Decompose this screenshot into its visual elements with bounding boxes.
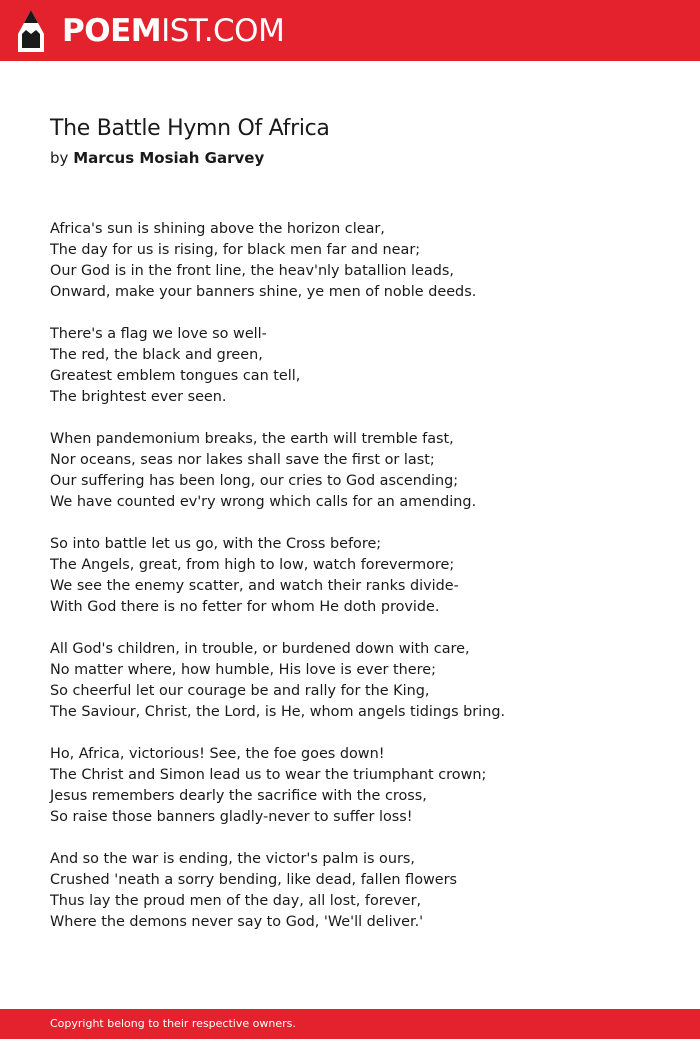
poem-line: Ho, Africa, victorious! See, the foe goes down!: [50, 746, 385, 762]
poem-line: The Christ and Simon lead us to wear the triumphant crown;: [50, 767, 487, 783]
poem-author[interactable]: Marcus Mosiah Garvey: [73, 149, 265, 167]
logo-light-text: IST.COM: [161, 13, 285, 49]
poem-line: All God's children, in trouble, or burdened down with care,: [50, 641, 470, 657]
poem-line: Nor oceans, seas nor lakes shall save the first or last;: [50, 452, 435, 468]
poem-body: [50, 219, 670, 954]
poem-line: The brightest ever seen.: [50, 389, 227, 405]
poem-stanza: [50, 849, 670, 933]
poem-line: No matter where, how humble, His love is ever there;: [50, 662, 436, 678]
poem-line: The Saviour, Christ, the Lord, is He, whom angels tidings bring.: [50, 704, 506, 720]
poem-stanza: [50, 639, 670, 723]
logo-bold-text: POEM: [62, 13, 162, 49]
poem-line: Africa's sun is shining above the horizon clear,: [50, 221, 385, 237]
poem-line: So cheerful let our courage be and rally for the King,: [50, 683, 430, 699]
poem-line: We have counted ev'ry wrong which calls for an amending.: [50, 494, 477, 510]
poem-line: Crushed 'neath a sorry bending, like dead, fallen flowers: [50, 872, 458, 888]
site-header: [0, 0, 700, 61]
logo-wordmark: [62, 9, 284, 53]
poem-line: So into battle let us go, with the Cross before;: [50, 536, 382, 552]
poem-line: The Angels, great, from high to low, watch forevermore;: [50, 557, 455, 573]
pencil-tip-icon: [18, 10, 44, 52]
poem-byline: [50, 149, 264, 167]
poem-stanza: [50, 324, 670, 408]
poem-line: The red, the black and green,: [50, 347, 263, 363]
copyright-notice: Copyright belong to their respective owners.: [50, 1017, 296, 1030]
site-footer: [0, 1009, 700, 1039]
poem-stanza: [50, 429, 670, 513]
poem-line: And so the war is ending, the victor's palm is ours,: [50, 851, 415, 867]
poem-line: Onward, make your banners shine, ye men of noble deeds.: [50, 284, 477, 300]
poem-line: We see the enemy scatter, and watch their ranks divide-: [50, 578, 459, 594]
poem-line: With God there is no fetter for whom He doth provide.: [50, 599, 440, 615]
poem-line: There's a flag we love so well-: [50, 326, 267, 342]
poem-line: Where the demons never say to God, 'We'll deliver.': [50, 914, 424, 930]
poem-line: When pandemonium breaks, the earth will tremble fast,: [50, 431, 454, 447]
poem-stanza: [50, 219, 670, 303]
poem-line: Jesus remembers dearly the sacrifice with the cross,: [50, 788, 427, 804]
poem-line: Our God is in the front line, the heav'nly batallion leads,: [50, 263, 454, 279]
byline-prefix: by: [50, 149, 69, 167]
poem-line: Greatest emblem tongues can tell,: [50, 368, 301, 384]
poem-line: The day for us is rising, for black men far and near;: [50, 242, 421, 258]
site-logo[interactable]: [18, 9, 284, 53]
poem-stanza: [50, 534, 670, 618]
poem-stanza: [50, 744, 670, 828]
poem-line: Our suffering has been long, our cries to God ascending;: [50, 473, 459, 489]
poem-line: Thus lay the proud men of the day, all lost, forever,: [50, 893, 422, 909]
poem-line: So raise those banners gladly-never to suffer loss!: [50, 809, 413, 825]
poem-title: The Battle Hymn Of Africa: [50, 116, 330, 141]
